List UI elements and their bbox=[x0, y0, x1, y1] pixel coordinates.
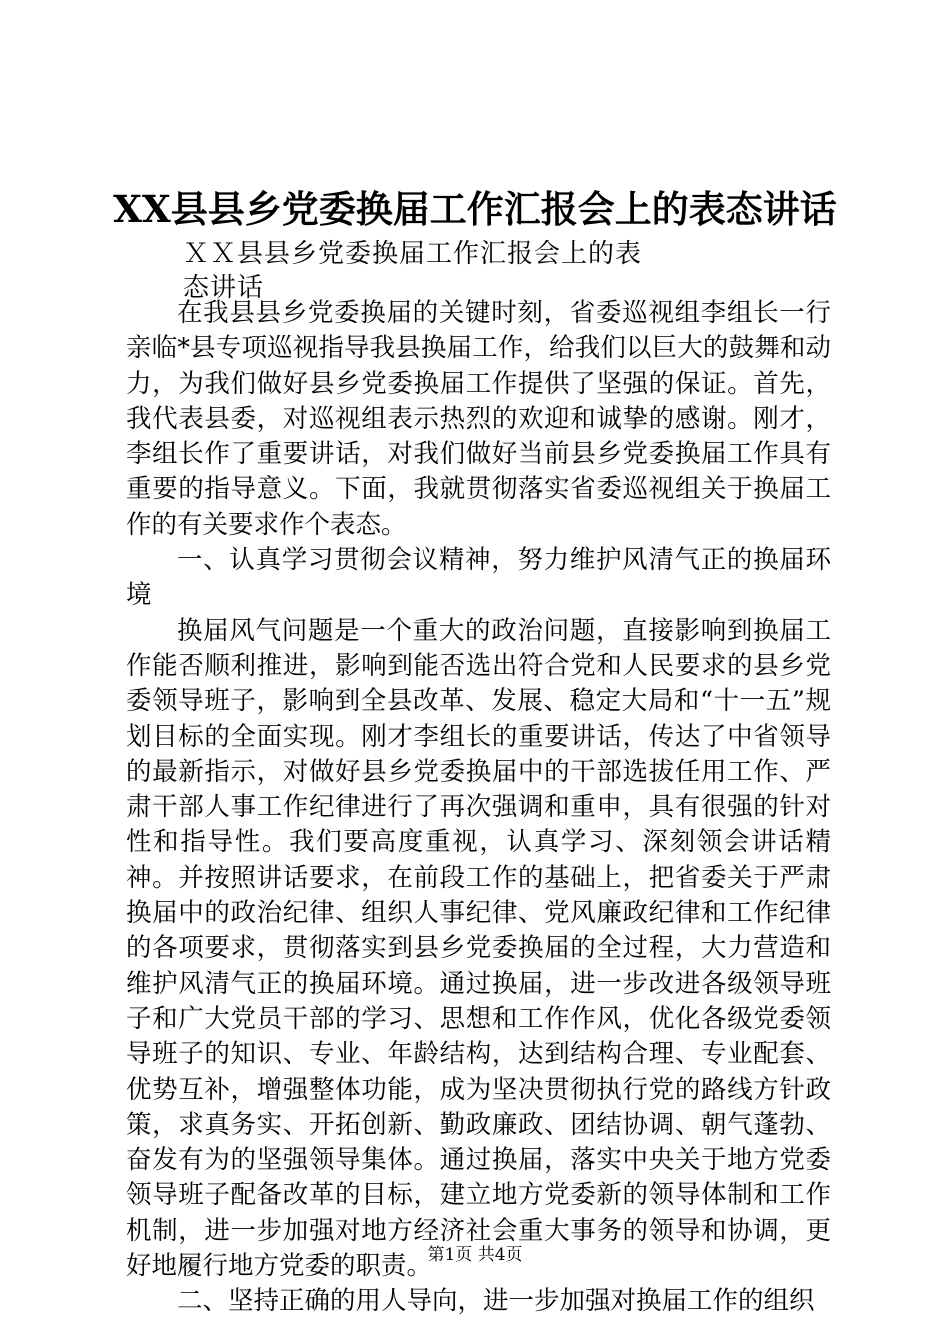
document-title: XX县县乡党委换届工作汇报会上的表态讲话 bbox=[113, 187, 837, 231]
section-heading-1: 一、认真学习贯彻会议精神，努力维护风清气正的换届环境 bbox=[126, 545, 831, 611]
section-heading-2: 二、坚持正确的用人导向，进一步加强对换届工作的组织 bbox=[177, 1286, 815, 1317]
document-subtitle-line-2: 态讲话 bbox=[183, 273, 265, 303]
document-body bbox=[126, 296, 831, 1320]
document-subtitle-line-1: ＸＸ县县乡党委换届工作汇报会上的表 bbox=[183, 239, 643, 269]
paragraph-intro: 在我县县乡党委换届的关键时刻，省委巡视组李组长一行亲临*县专项巡视指导我县换届工作，给我们以巨大的鼓舞和动力，为我们做好县乡党委换届工作提供了坚强的保证。首先，我代表县委，对巡视组表示热烈的欢迎和诚挚的感谢。刚才，李组长作了重要讲话，对我们做好当前县乡党委换届工作具有重要的指导意义。下面，我就贯彻落实省委巡视组关于换届工作的有关要求作个表态。 bbox=[126, 298, 831, 540]
paragraph-section-1: 换届风气问题是一个重大的政治问题，直接影响到换届工作能否顺利推进，影响到能否选出符合党和人民要求的县乡党委领导班子，影响到全县改革、发展、稳定大局和“十一五”规划目标的全面实现。刚才李组长的重要讲话，传达了中省领导的最新指示，对做好县乡党委换届中的干部选拔任用工作、严肃干部人事工作纪律进行了再次强调和重申，具有很强的针对性和指导性。我们要高度重视，认真学习、深刻领会讲话精神。并按照讲话要求，在前段工作的基础上，把省委关于严肃换届中的政治纪律、组织人事纪律、党风廉政纪律和工作纪律的各项要求，贯彻落实到县乡党委换届的全过程，大力营造和维护风清气正的换届环境。通过换届，进一步改进各级领导班子和广大党员干部的学习、思想和工作作风，优化各级党委领导班子的知识、专业、年龄结构，达到结构合理、专业配套、优势互补，增强整体功能，成为坚决贯彻执行党的路线方针政策，求真务实、开拓创新、勤政廉政、团结协调、朝气蓬勃、奋发有为的坚强领导集体。通过换届，落实中央关于地方党委领导班子配备改革的目标，建立地方党委新的领导体制和工作机制，进一步加强对地方经济社会重大事务的领导和协调，更好地履行地方党委的职责。 bbox=[126, 615, 831, 1282]
page-footer: 第1页 共4页 bbox=[427, 1245, 523, 1265]
